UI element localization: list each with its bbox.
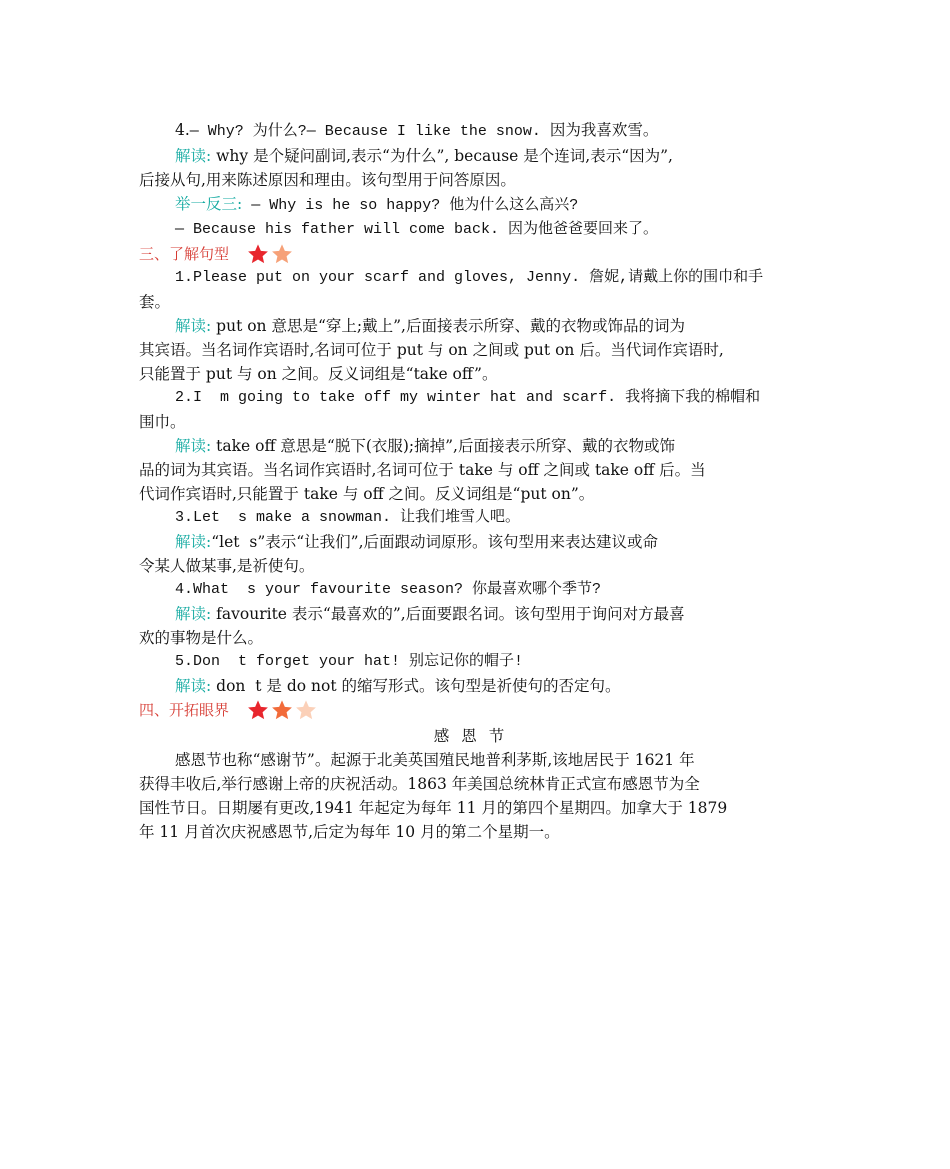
- q4-line: [139, 118, 811, 144]
- sentence-4: 4.What s your favourite season? 你最喜欢哪个季节?: [175, 581, 602, 598]
- article-title: 感恩节: [433, 727, 517, 745]
- note-text: why 是个疑问副词,表示“为什么”, because 是个连词,表示“因为”,: [211, 147, 673, 165]
- q4-chinese: 因为我喜欢雪。: [549, 121, 659, 139]
- extension-label: 举一反三:: [175, 195, 243, 213]
- section3-title: 三、了解句型: [139, 245, 230, 263]
- note-3-cont: 令某人做某事,是祈使句。: [139, 557, 315, 575]
- note-3: [139, 530, 811, 554]
- sentence-1-cont: 套。: [139, 293, 171, 311]
- note-label: 解读:: [175, 605, 212, 623]
- note-2-cont2: 代词作宾语时,只能置于 take 与 off 之间。反义词组是“put on”。: [139, 485, 595, 503]
- note-1: [139, 314, 811, 338]
- note-label: 解读:: [175, 677, 212, 695]
- section4-rating: [247, 698, 319, 722]
- note-label: 解读:: [175, 533, 212, 551]
- q4-extension: [139, 192, 811, 218]
- note-text: take off 意思是“脱下(衣服);摘掉”,后面接表示所穿、戴的衣物或饰: [211, 437, 675, 455]
- q4-num: 4.: [175, 121, 190, 139]
- q4-note: [139, 144, 811, 168]
- section4-title: 四、开拓眼界: [139, 701, 230, 719]
- note-1-cont2: 只能置于 put 与 on 之间。反义词组是“take off”。: [139, 365, 498, 383]
- extension-text: — Why is he so happy? 他为什么这么高兴?: [242, 197, 579, 214]
- note-text: “let s”表示“让我们”,后面跟动词原形。该句型用来表达建议或命: [211, 533, 659, 551]
- section4-heading: [139, 698, 811, 722]
- article-line-2: 获得丰收后,举行感谢上帝的庆祝活动。1863 年美国总统林肯正式宣布感恩节为全: [139, 775, 700, 793]
- note-text: favourite 表示“最喜欢的”,后面要跟名词。该句型用于询问对方最喜: [211, 605, 685, 623]
- star-icon: [271, 243, 293, 265]
- article-line-4: 年 11 月首次庆祝感恩节,后定为每年 10 月的第二个星期一。: [139, 823, 560, 841]
- star-icon: [247, 243, 269, 265]
- star-icon: [247, 699, 269, 721]
- note-1-cont: 其宾语。当名词作宾语时,名词可位于 put 与 on 之间或 put on 后。当代词作宾语时,: [139, 341, 724, 359]
- q4-extension-answer: — Because his father will come back. 因为他爸爸要回来了。: [175, 221, 659, 238]
- article-line-3: 国性节日。日期屡有更改,1941 年起定为每年 11 月的第四个星期四。加拿大于 1879: [139, 799, 728, 817]
- sentence-5: 5.Don t forget your hat! 别忘记你的帽子!: [175, 653, 524, 670]
- section3-heading: [139, 242, 811, 266]
- star-icon: [295, 699, 317, 721]
- sentence-2-cont: 围巾。: [139, 413, 186, 431]
- star-icon: [271, 699, 293, 721]
- document-page: [139, 118, 811, 844]
- note-text: put on 意思是“穿上;戴上”,后面接表示所穿、戴的衣物或饰品的词为: [211, 317, 685, 335]
- sentence-1: 1.Please put on your scarf and gloves, Jenny. 詹妮,请戴上你的围巾和手: [175, 269, 764, 286]
- q4-note-cont: 后接从句,用来陈述原因和理由。该句型用于问答原因。: [139, 171, 516, 189]
- note-2: [139, 434, 811, 458]
- section3-rating: [247, 242, 295, 266]
- note-text: don t 是 do not 的缩写形式。该句型是祈使句的否定句。: [211, 677, 621, 695]
- note-4-cont: 欢的事物是什么。: [139, 629, 264, 647]
- sentence-2: 2.I m going to take off my winter hat and scarf. 我将摘下我的棉帽和: [175, 389, 761, 406]
- article-line-1: 感恩节也称“感谢节”。起源于北美英国殖民地普利茅斯,该地居民于 1621 年: [175, 751, 695, 769]
- sentence-3: 3.Let s make a snowman. 让我们堆雪人吧。: [175, 509, 521, 526]
- note-label: 解读:: [175, 317, 212, 335]
- q4-english: — Why? 为什么?— Because I like the snow.: [189, 123, 550, 140]
- note-5: [139, 674, 811, 698]
- note-2-cont: 品的词为其宾语。当名词作宾语时,名词可位于 take 与 off 之间或 take off 后。当: [139, 461, 706, 479]
- note-label: 解读:: [175, 147, 212, 165]
- note-label: 解读:: [175, 437, 212, 455]
- note-4: [139, 602, 811, 626]
